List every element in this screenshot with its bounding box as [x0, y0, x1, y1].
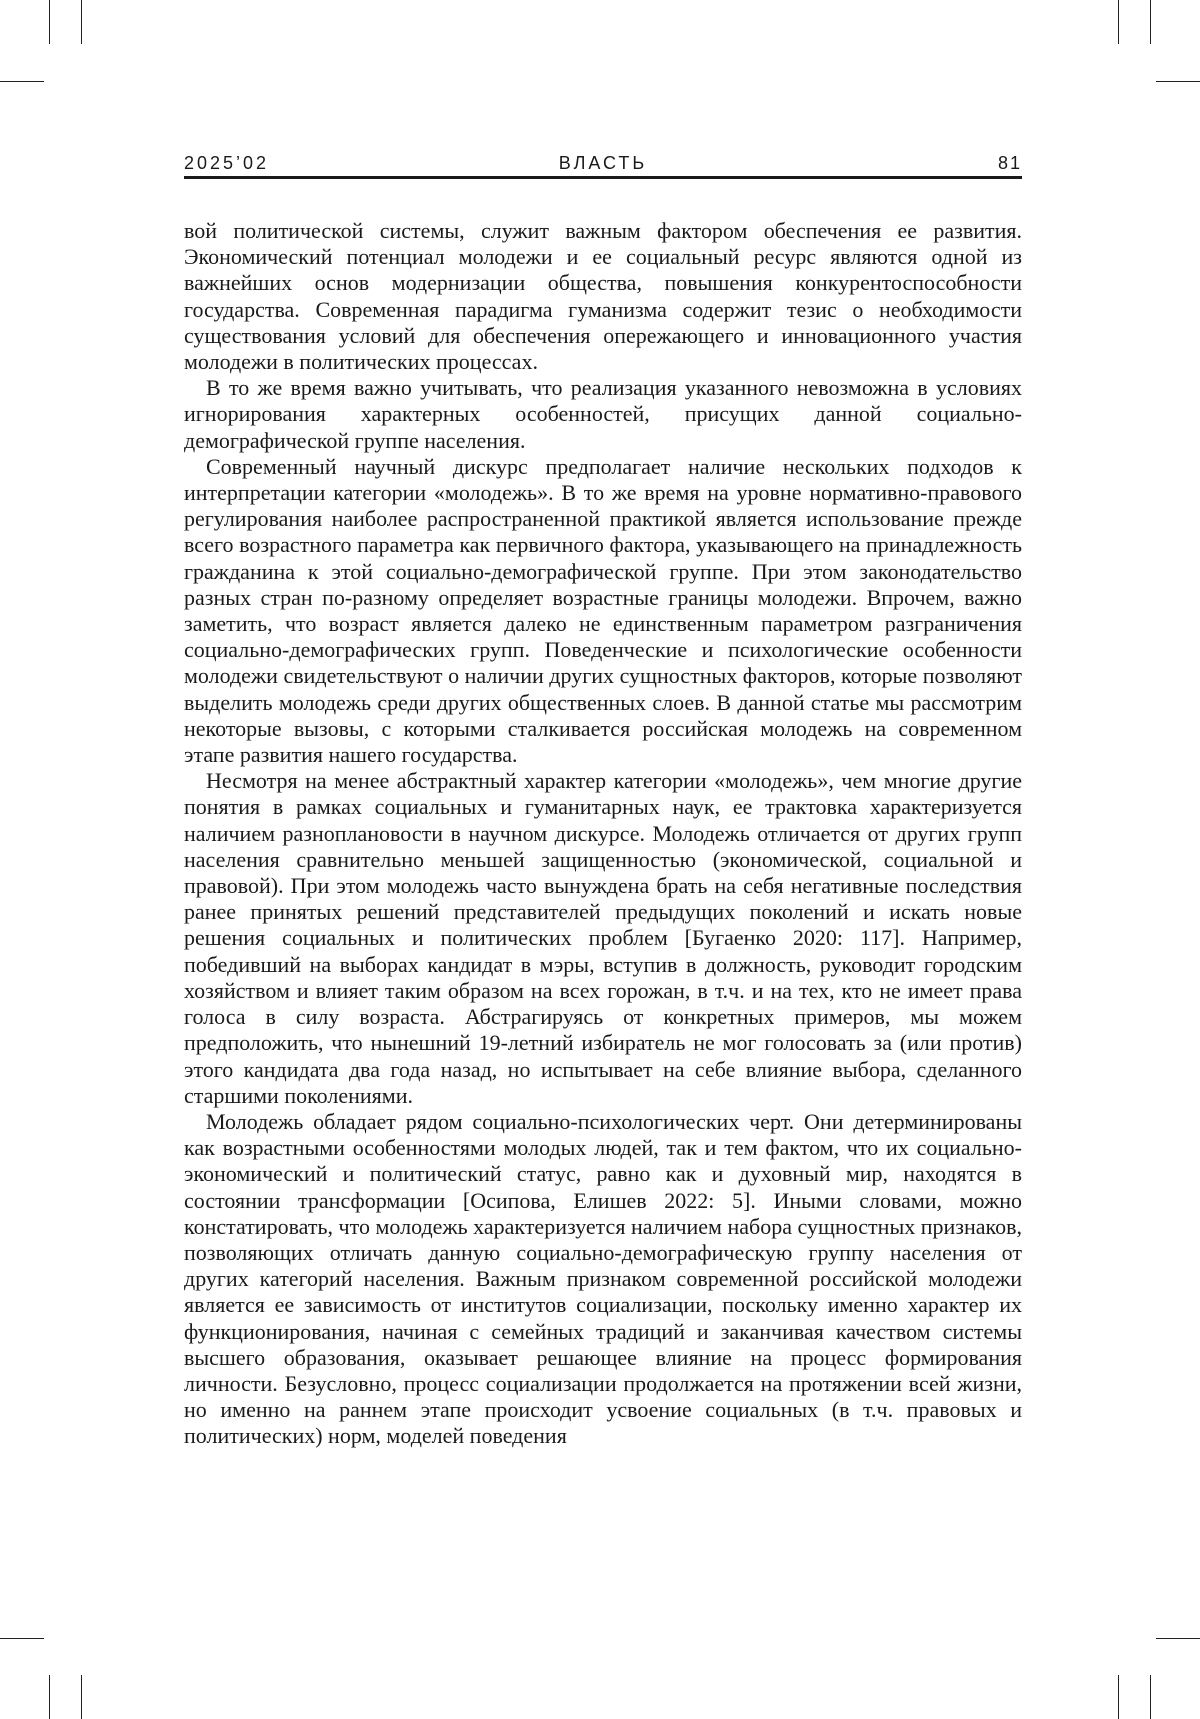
crop-mark: [81, 0, 82, 44]
crop-mark: [1156, 81, 1200, 82]
crop-mark: [1150, 0, 1151, 44]
crop-mark: [49, 1675, 50, 1719]
crop-mark: [0, 1638, 44, 1639]
paragraph: В то же время важно учитывать, что реализация указанного невозможна в условиях игнорирования характерных особенностей, присущих данной социально-демографической группе населения.: [184, 375, 1022, 454]
paragraph: Молодежь обладает рядом социально-психологических черт. Они детерминированы как возрастными особенностями молодых людей, так и тем фактом, что их социально-экономический и политический статус, равно как и духовный мир, находятся в состоянии трансформации [Осипова, Елишев 2022: 5]. Иными словами, можно констатировать, что молодежь характеризуется наличием набора сущностных признаков, позволяющих отличать данную социально-демографическую группу населения от других категорий населения. Важным признаком современной российской молодежи является ее зависимость от институтов социализации, поскольку именно характер их функционирования, начиная с семейных традиций и заканчивая качеством системы высшего образования, оказывает решающее влияние на процесс формирования личности. Безусловно, процесс социализации продолжается на протяжении всей жизни, но именно на раннем этапе происходит усвоение социальных (в т.ч. правовых и политических) норм, моделей поведения: [184, 1109, 1022, 1450]
header-rule: [184, 176, 1022, 179]
paragraph: Несмотря на менее абстрактный характер категории «молодежь», чем многие другие понятия в рамках социальных и гуманитарных наук, ее трактовка характеризуется наличием разноплановости в научном дискурсе. Молодежь отличается от других групп населения сравнительно меньшей защищенностью (экономической, социальной и правовой). При этом молодежь часто вынуждена брать на себя негативные последствия ранее принятых решений представителей предыдущих поколений и искать новые решения социальных и политических проблем [Бугаенко 2020: 117]. Например, победивший на выборах кандидат в мэры, вступив в должность, руководит городским хозяйством и влияет таким образом на всех горожан, в т.ч. и на тех, кто не имеет права голоса в силу возраста. Абстрагируясь от конкретных примеров, мы можем предположить, что нынешний 19-летний избиратель не мог голосовать за (или против) этого кандидата два года назад, но испытывает на себе влияние выбора, сделанного старшими поколениями.: [184, 768, 1022, 1109]
crop-mark: [1118, 1675, 1119, 1719]
crop-mark: [0, 81, 44, 82]
paragraph: вой политической системы, служит важным фактором обеспечения ее развития. Экономический потенциал молодежи и ее социальный ресурс являются одной из важнейших основ модернизации общества, повышения конкурентоспособности государства. Современная парадигма гуманизма содержит тезис о необходимости существования условий для обеспечения опережающего и инновационного участия молодежи в политических процессах.: [184, 218, 1022, 375]
running-head: [184, 151, 1022, 177]
article-body: [184, 218, 1022, 1450]
journal-title: ВЛАСТЬ: [184, 151, 1022, 175]
crop-mark: [81, 1675, 82, 1719]
crop-mark: [1156, 1638, 1200, 1639]
paragraph: Современный научный дискурс предполагает наличие нескольких подходов к интерпретации категории «молодежь». В то же время на уровне нормативно-правового регулирования наиболее распространенной практикой является использование прежде всего возрастного параметра как первичного фактора, указывающего на принадлежность гражданина к этой социально-демографической группе. При этом законодательство разных стран по-разному определяет возрастные границы молодежи. Впрочем, важно заметить, что возраст является далеко не единственным параметром разграничения социально-демографических групп. Поведенческие и психологические особенности молодежи свидетельствуют о наличии других сущностных факторов, которые позволяют выделить молодежь среди других общественных слоев. В данной статье мы рассмотрим некоторые вызовы, с которыми сталкивается российская молодежь на современном этапе развития нашего государства.: [184, 454, 1022, 768]
issue-number: 2025’02: [184, 151, 269, 175]
crop-mark: [49, 0, 50, 44]
crop-mark: [1118, 0, 1119, 44]
crop-mark: [1150, 1675, 1151, 1719]
page-number: 81: [998, 151, 1022, 175]
